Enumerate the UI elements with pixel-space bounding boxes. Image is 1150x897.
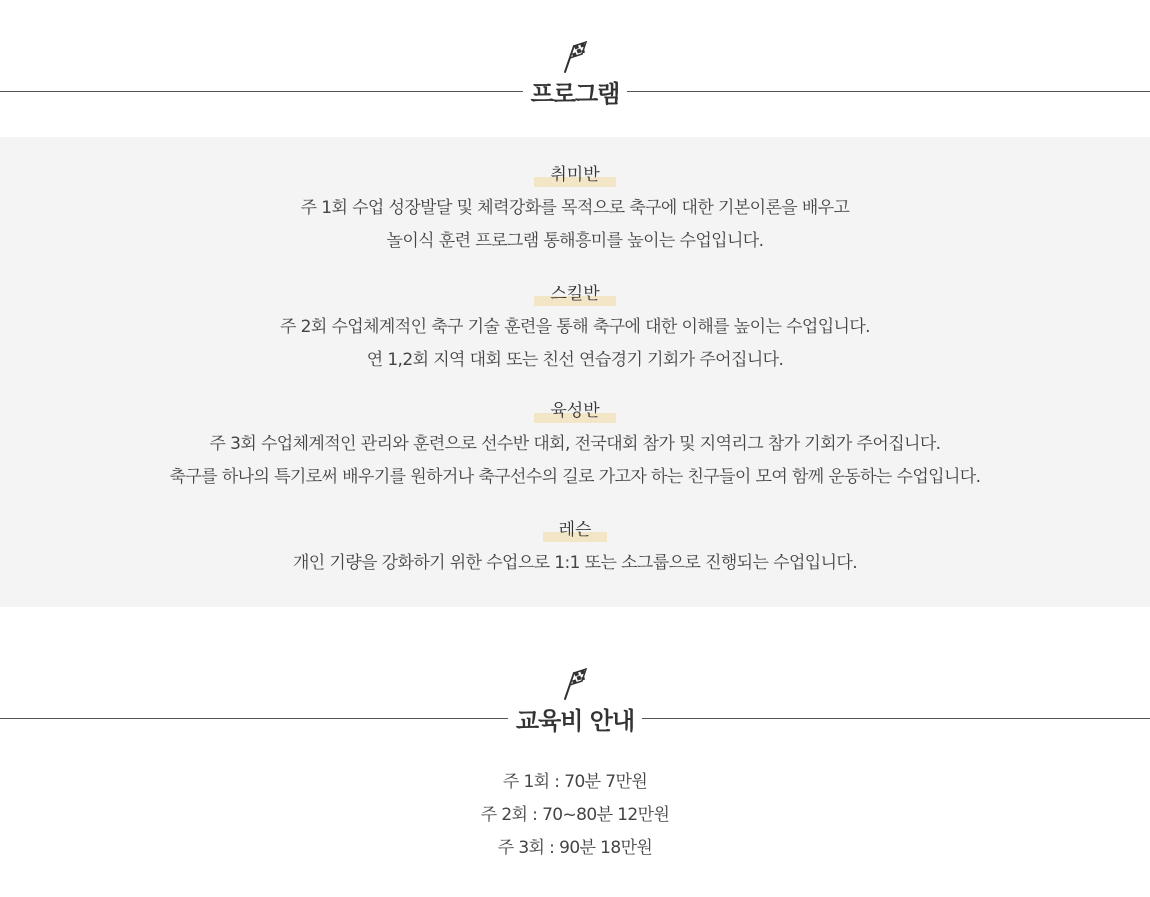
program-item-description — [0, 547, 1150, 580]
program-item-description — [0, 192, 1150, 258]
description-line: 놀이식 훈련 프로그램 통해흥미를 높이는 수업입니다. — [386, 231, 764, 251]
description-line: 개인 기량을 강화하기 위한 수업으로 1:1 또는 소그룹으로 진행되는 수업입니다. — [292, 553, 858, 573]
fee-line: 주 3회 : 90분 18만원 — [497, 838, 653, 858]
program-item-title — [544, 164, 605, 186]
program-item-title — [544, 283, 605, 305]
program-title-row — [0, 74, 1150, 108]
fee-title-row — [0, 701, 1150, 735]
program-item-lesson — [0, 519, 1150, 580]
program-item-title-text: 스킬반 — [550, 284, 600, 304]
description-line: 연 1,2회 지역 대회 또는 친선 연습경기 기회가 주어집니다. — [366, 350, 784, 370]
program-item-title — [544, 400, 605, 422]
program-item-title-text: 육성반 — [550, 401, 600, 421]
fee-section-title: 교육비 안내 — [508, 701, 642, 736]
checkered-flag-icon — [560, 40, 590, 74]
program-item-hobby — [0, 164, 1150, 258]
program-item-skill — [0, 283, 1150, 377]
program-item-title-text: 레슨 — [558, 520, 592, 540]
program-box — [0, 137, 1150, 607]
program-section-title: 프로그램 — [523, 74, 628, 109]
checkered-flag-icon — [560, 667, 590, 701]
fee-line: 주 2회 : 70~80분 12만원 — [480, 805, 670, 825]
fee-line: 주 1회 : 70분 7만원 — [502, 772, 648, 792]
description-line: 주 3회 수업체계적인 관리와 훈련으로 선수반 대회, 전국대회 참가 및 지역리그 참가 기회가 주어집니다. — [209, 434, 941, 454]
program-section-header — [0, 40, 1150, 108]
fee-list — [0, 766, 1150, 865]
program-item-title-text: 취미반 — [550, 165, 600, 185]
program-item-description — [0, 428, 1150, 494]
program-item-description — [0, 311, 1150, 377]
description-line: 주 1회 수업 성장발달 및 체력강화를 목적으로 축구에 대한 기본이론을 배우고 — [300, 198, 850, 218]
program-item-development — [0, 400, 1150, 494]
description-line: 주 2회 수업체계적인 축구 기술 훈련을 통해 축구에 대한 이해를 높이는 수업입니다. — [280, 317, 870, 337]
description-line: 축구를 하나의 특기로써 배우기를 원하거나 축구선수의 길로 가고자 하는 친구들이 모여 함께 운동하는 수업입니다. — [169, 467, 981, 487]
program-item-title — [553, 519, 598, 541]
fee-section-header — [0, 667, 1150, 735]
